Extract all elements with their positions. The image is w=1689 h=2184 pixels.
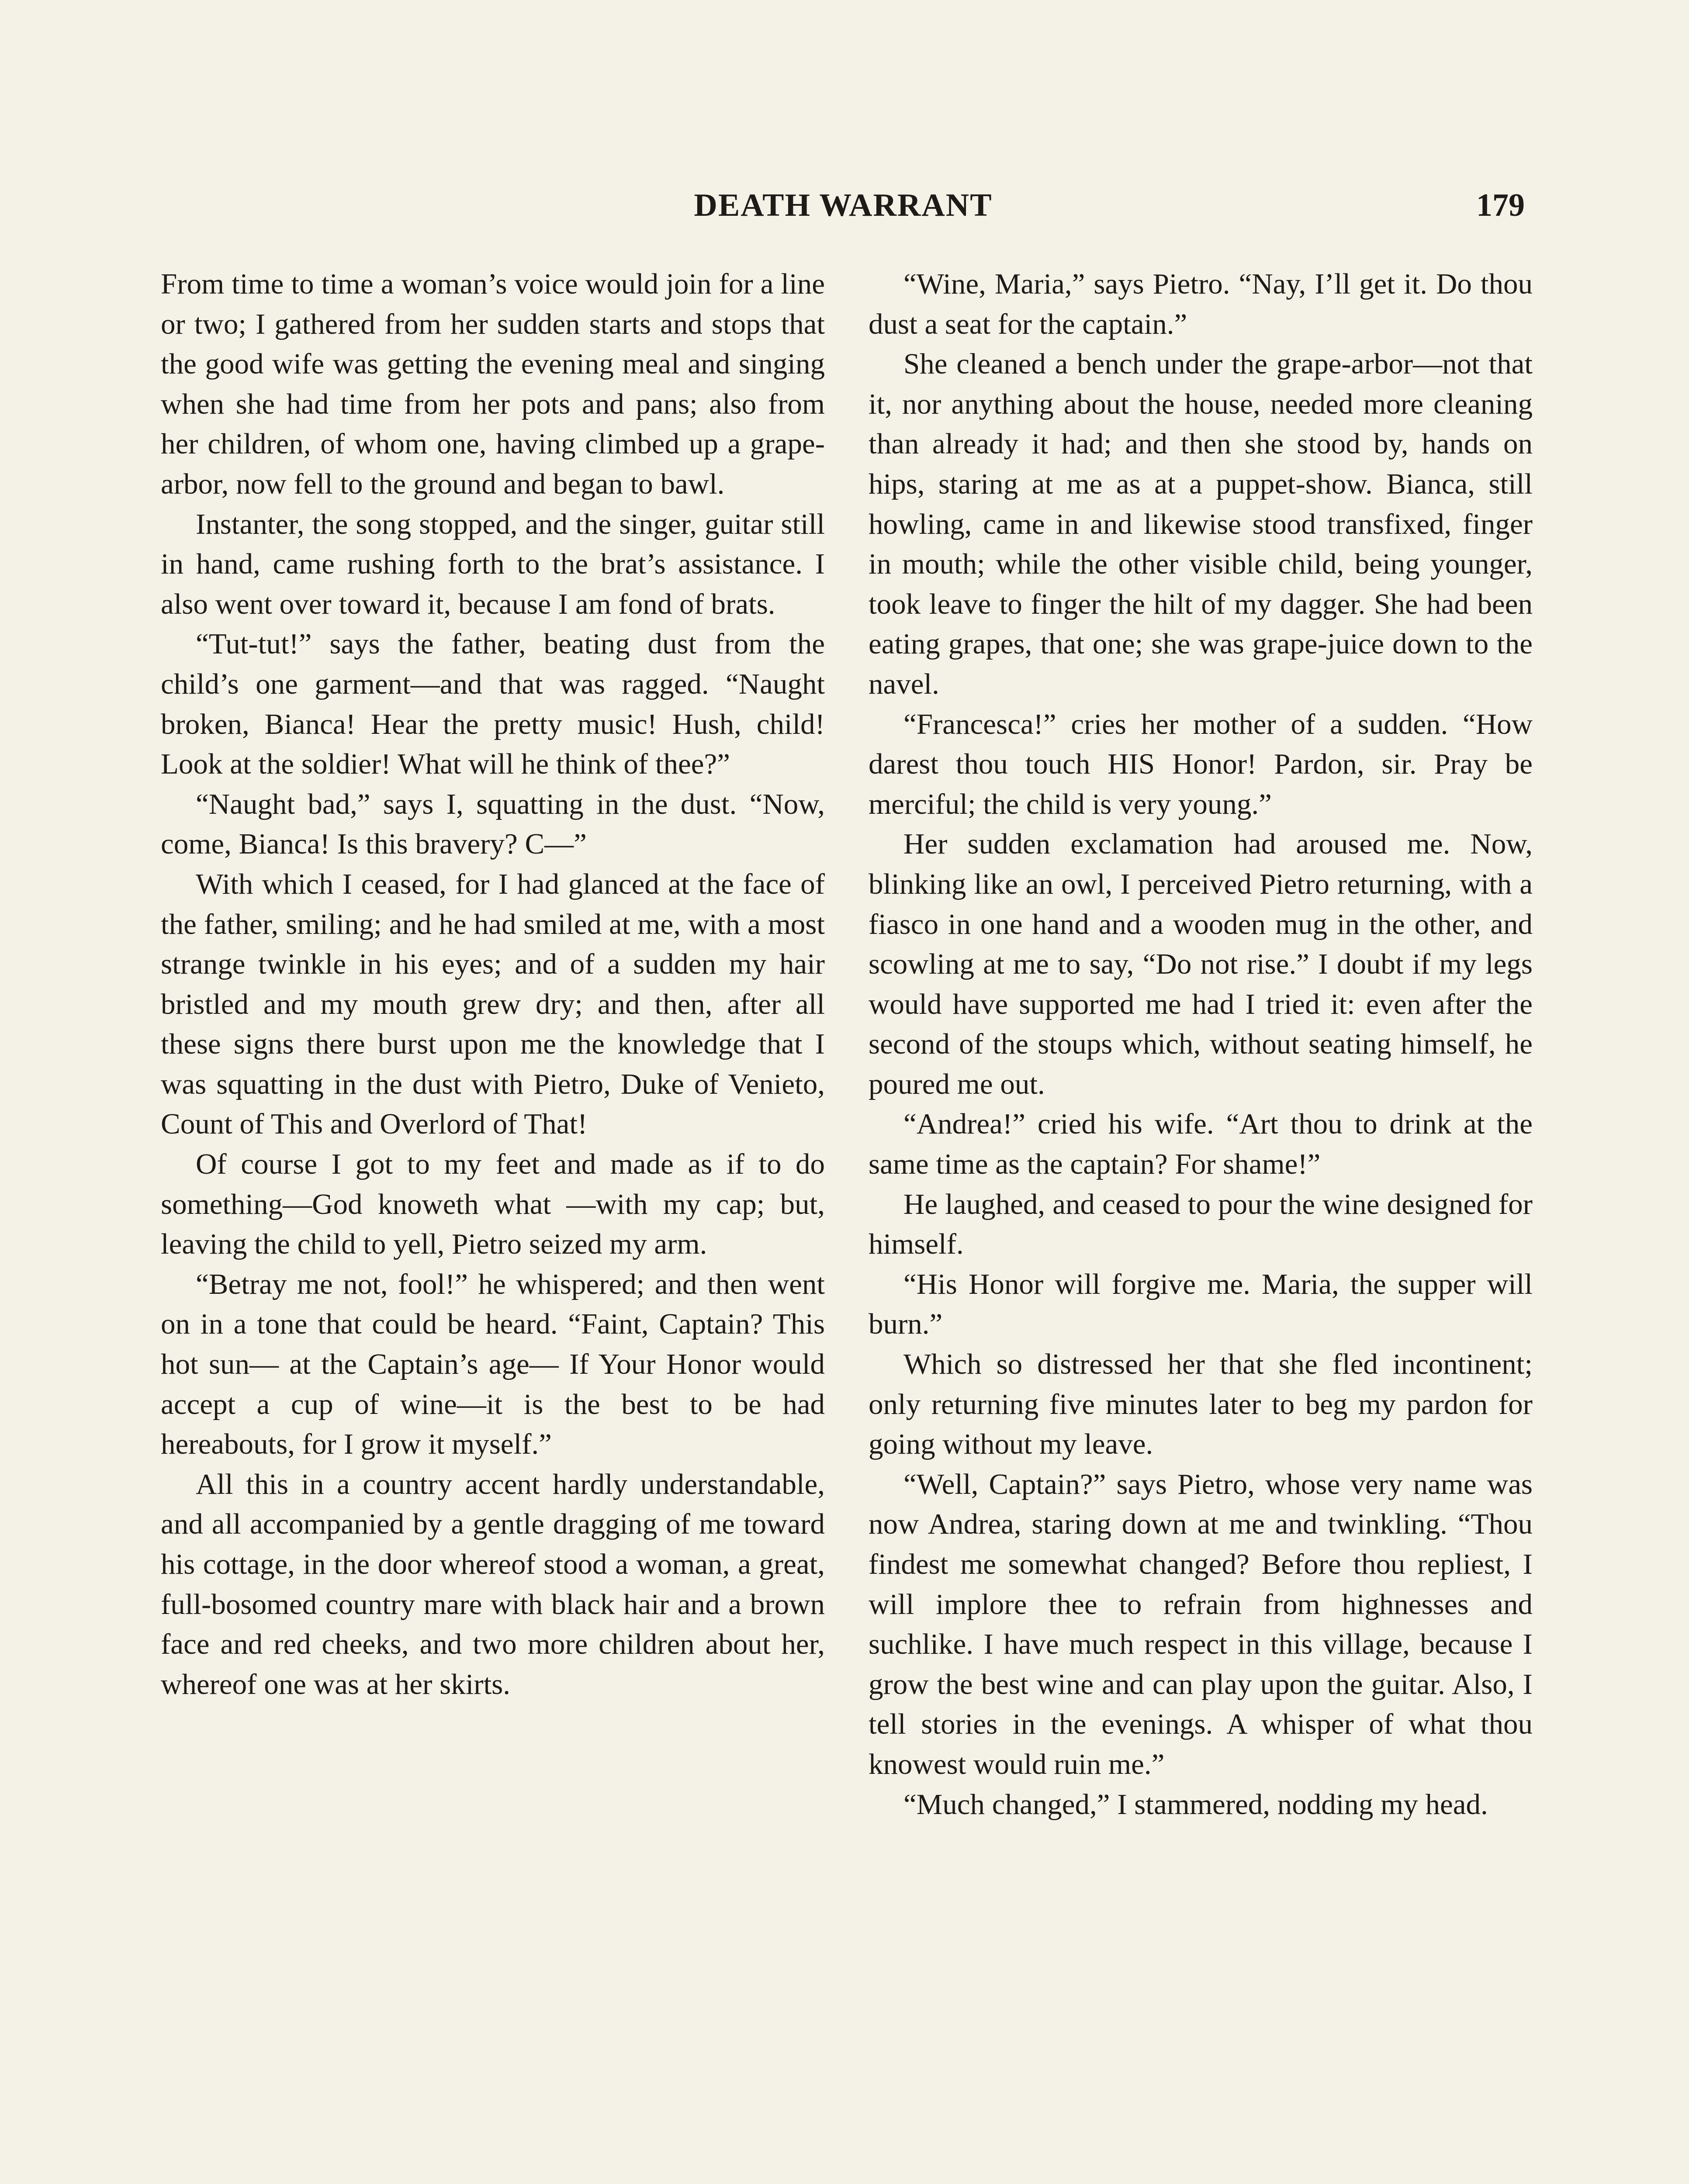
page-header	[162, 181, 1525, 229]
paragraph: Which so distressed her that she fled incontinent; only returning five minutes later to beg my pardon for going without my leave.	[869, 1348, 1533, 1461]
paragraph: “Betray me not, fool!” he whispered; and then went on in a tone that could be heard. “Faint, Captain? This hot sun— at the Captain’s age— If Your Honor would accept a cup of wine—it is the best to be had hereabouts, for I grow it myself.”	[161, 1268, 825, 1461]
paragraph: “Well, Captain?” says Pietro, whose very name was now Andrea, staring down at me and twinkling. “Thou findest me somewhat changed? Before thou repliest, I will implore thee to refrain from highnesses and suchlike. I have much respect in this village, because I grow the best wine and can play upon the guitar. Also, I tell stories in the evenings. A whisper of what thou knowest would ruin me.”	[869, 1468, 1533, 1780]
paragraph: Of course I got to my feet and made as if to do something—God knoweth what —with my cap; but, leaving the child to yell, Pietro seized my arm.	[161, 1148, 825, 1261]
running-title: DEATH WARRANT	[694, 187, 993, 223]
paragraph: “Much changed,” I stammered, nodding my head.	[903, 1788, 1488, 1821]
paragraph: “His Honor will forgive me. Maria, the supper will burn.”	[869, 1268, 1533, 1341]
paragraph: “Francesca!” cries her mother of a sudden. “How darest thou touch HIS Honor! Pardon, sir. Pray be merciful; the child is very young.”	[869, 708, 1533, 820]
paragraph: From time to time a woman’s voice would join for a line or two; I gathered from her sudden starts and stops that the good wife was getting the evening meal and singing when she had time from her pots and pans; also from her children, of whom one, having climbed up a grape-arbor, now fell to the ground and began to bawl.	[161, 268, 825, 500]
paragraph: With which I ceased, for I had glanced at the face of the father, smiling; and he had smiled at me, with a most strange twinkle in his eyes; and of a sudden my hair bristled and my mouth grew dry; and then, after all these signs there burst upon me the knowledge that I was squatting in the dust with Pietro, Duke of Venieto, Count of This and Overlord of That!	[161, 867, 825, 1140]
right-column	[869, 264, 1533, 2184]
page-number: 179	[1476, 187, 1525, 223]
paragraph: “Naught bad,” says I, squatting in the dust. “Now, come, Bianca! Is this bravery? C—”	[161, 788, 825, 860]
paragraph: She cleaned a bench under the grape-arbor—not that it, nor anything about the house, needed more cleaning than already it had; and then she stood by, hands on hips, staring at me as at a puppet-show. Bianca, still howling, came in and likewise stood transfixed, finger in mouth; while the other visible child, being younger, took leave to finger the hilt of my dagger. She had been eating grapes, that one; she was grape-juice down to the navel.	[869, 348, 1533, 700]
paragraph: He laughed, and ceased to pour the wine designed for himself.	[869, 1188, 1533, 1261]
paragraph: All this in a country accent hardly understandable, and all accompanied by a gentle dragging of me toward his cottage, in the door whereof stood a woman, a great, full-bosomed country mare with black hair and a brown face and red cheeks, and two more children about her, whereof one was at her skirts.	[161, 1468, 825, 1700]
paragraph: “Wine, Maria,” says Pietro. “Nay, I’ll get it. Do thou dust a seat for the captain.”	[869, 268, 1533, 340]
paragraph: “Andrea!” cried his wife. “Art thou to drink at the same time as the captain? For shame!”	[869, 1108, 1533, 1181]
paragraph: “Tut-tut!” says the father, beating dust from the child’s one garment—and that was ragged. “Naught broken, Bianca! Hear the pretty music! Hush, child! Look at the soldier! What will he think of thee?”	[161, 628, 825, 781]
paragraph: Her sudden exclamation had aroused me. Now, blinking like an owl, I perceived Pietro returning, with a fiasco in one hand and a wooden mug in the other, and scowling at me to say, “Do not rise.” I doubt if my legs would have supported me had I tried it: even after the second of the stoups which, without seating himself, he poured me out.	[869, 828, 1533, 1100]
paragraph: Instanter, the song stopped, and the singer, guitar still in hand, came rushing forth to the brat’s assistance. I also went over toward it, because I am fond of brats.	[161, 508, 825, 620]
left-column	[161, 264, 825, 2184]
